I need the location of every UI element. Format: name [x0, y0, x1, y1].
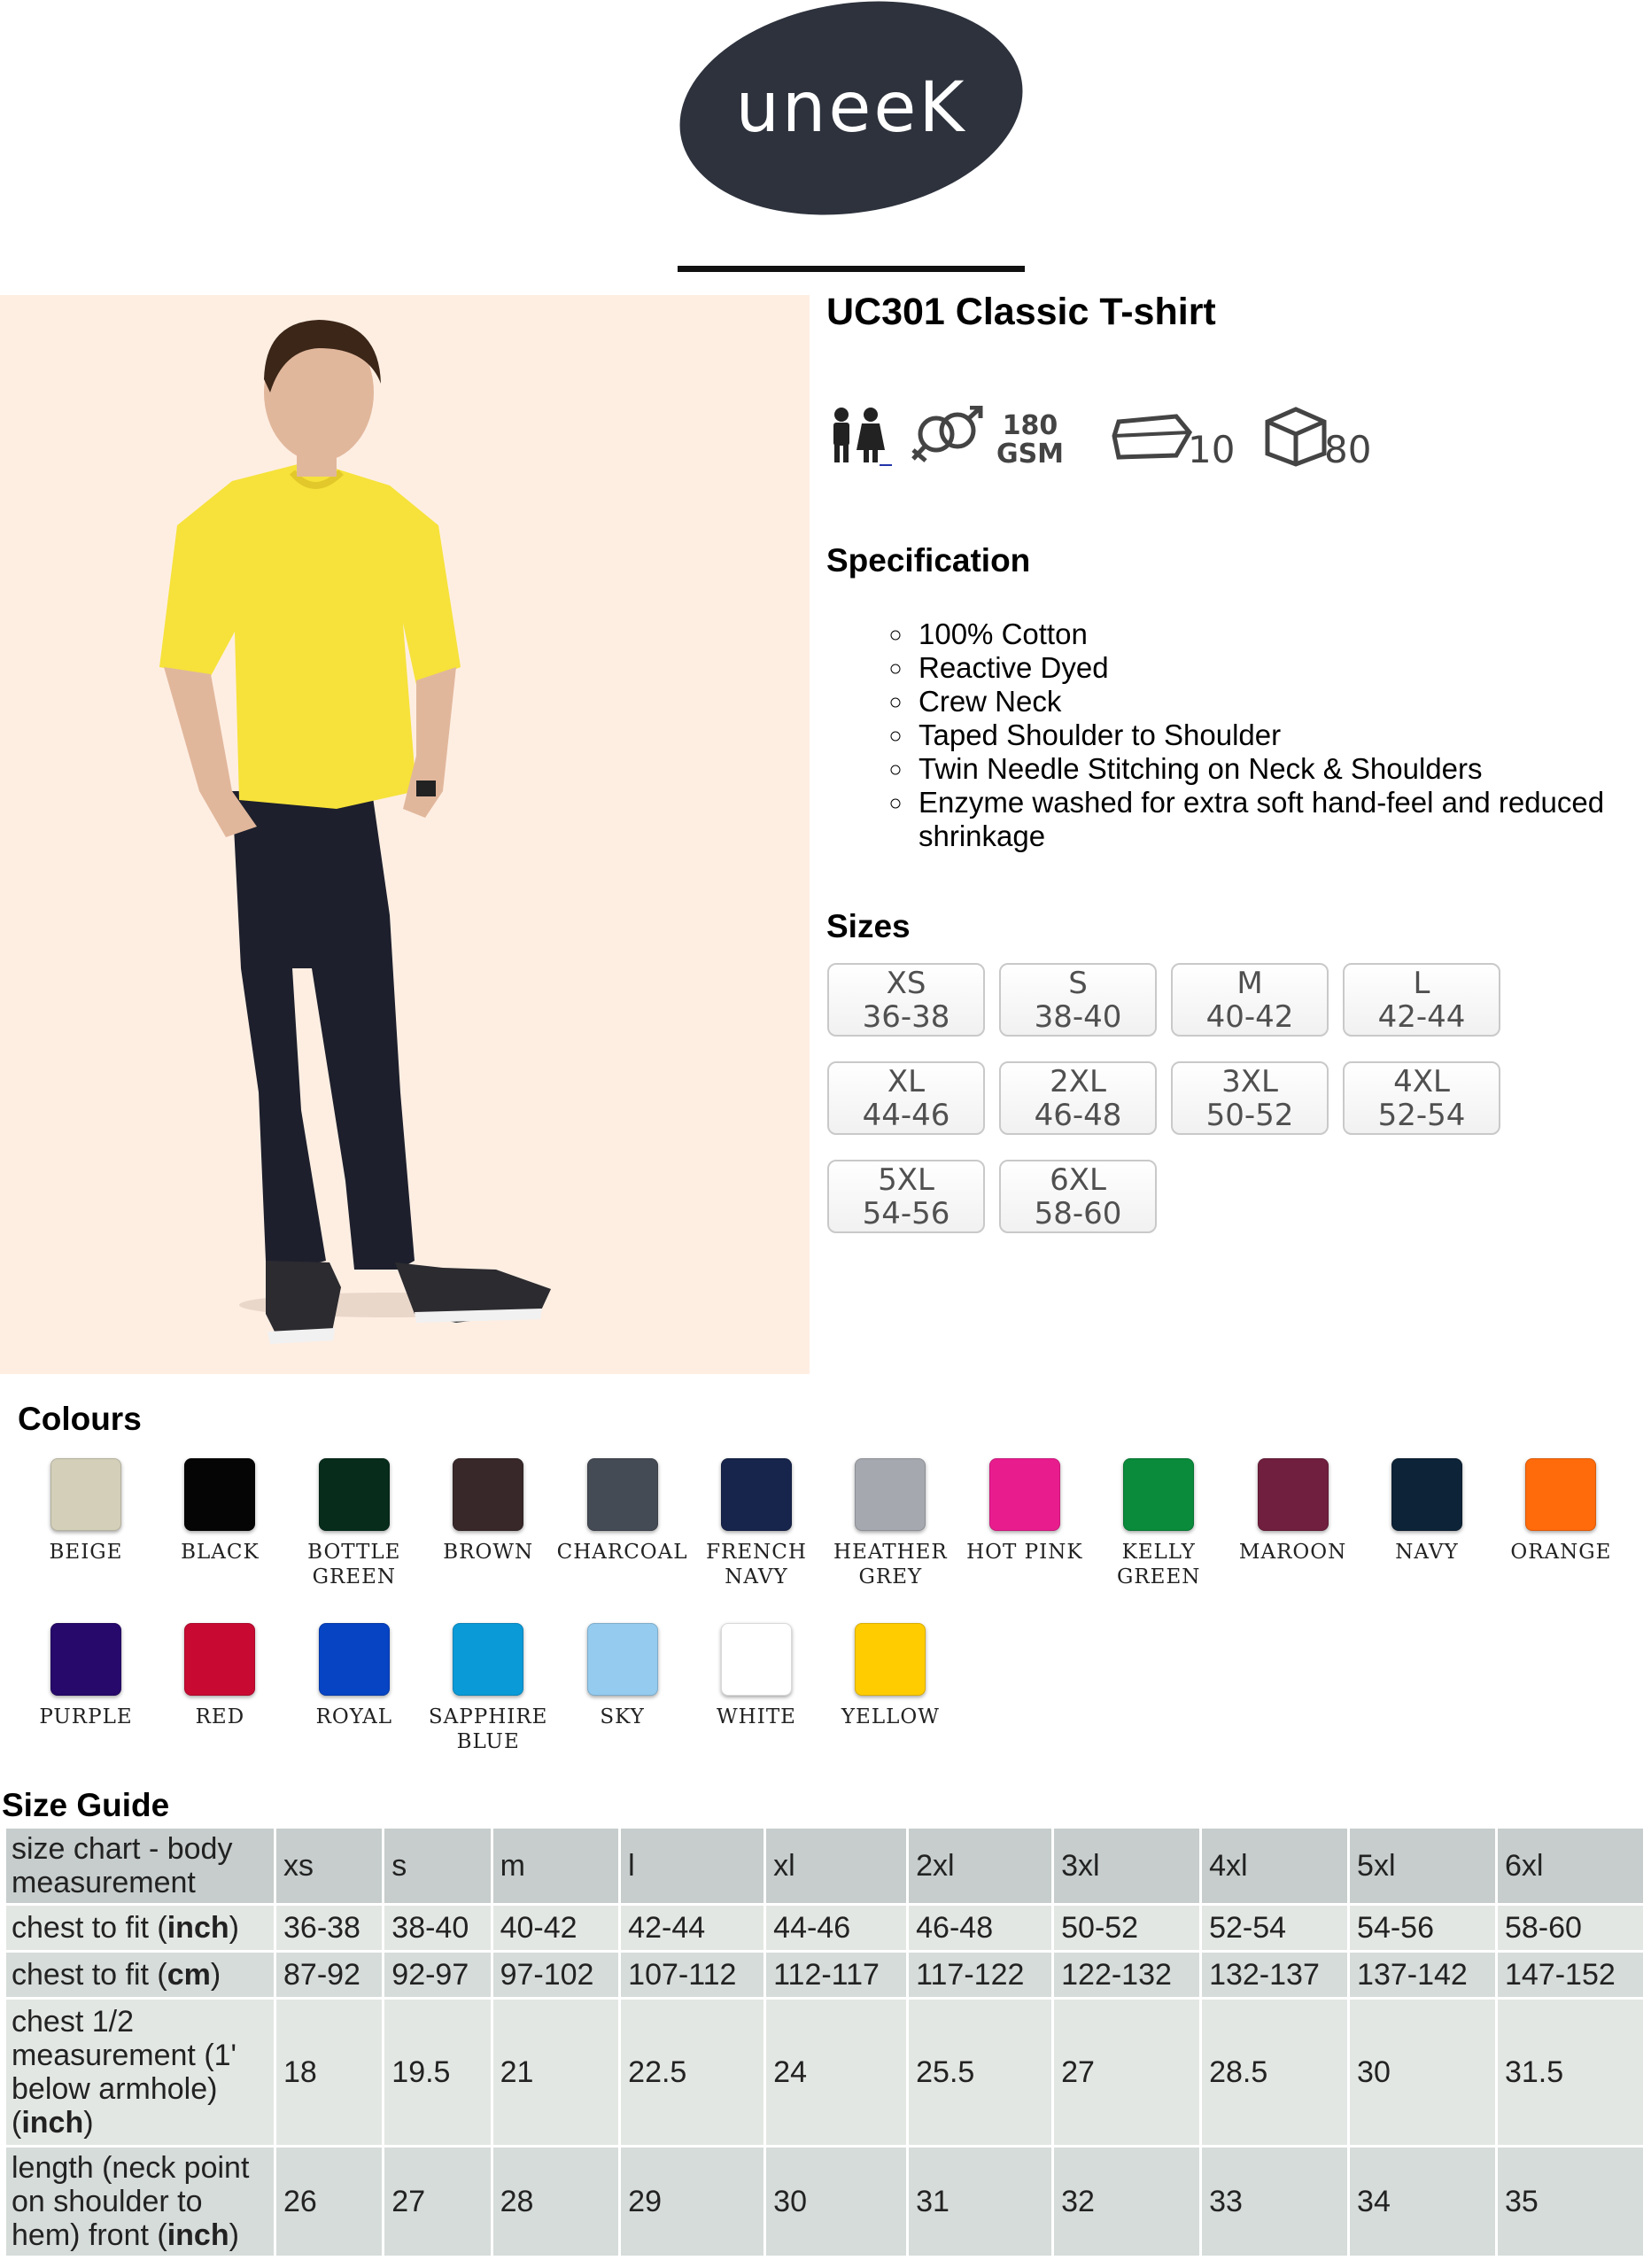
header-size: xs [276, 1829, 382, 1903]
row-label [6, 2148, 274, 2256]
row-label-text: length (neck point on shoulder to hem) front ( [12, 2151, 250, 2252]
swatch-label: RED [195, 1705, 245, 1728]
swatch-label: SKY [600, 1705, 645, 1728]
row-label-unit: inch [167, 1911, 229, 1945]
header-size: xl [766, 1829, 906, 1903]
size-label: M [1236, 966, 1263, 1001]
table-header-row [6, 1829, 1643, 1903]
table-cell: 52-54 [1202, 1906, 1347, 1950]
size-tile-4xl [1343, 1061, 1500, 1135]
table-cell: 32 [1054, 2148, 1199, 2256]
table-cell: 24 [766, 2000, 906, 2145]
table-row [6, 2000, 1643, 2145]
colour-swatch-black [153, 1458, 286, 1565]
spec-item: ◦ Twin Needle Stitching on Neck & Shoulders [915, 752, 1651, 786]
table-cell: 28.5 [1202, 2000, 1347, 2145]
spec-item: ◦ Reactive Dyed [915, 651, 1651, 685]
swatch-colour [855, 1623, 926, 1696]
table-cell: 33 [1202, 2148, 1347, 2256]
colour-swatch-sky [556, 1623, 689, 1729]
spec-item: ◦ Enzyme washed for extra soft hand-feel and reduced shrinkage [915, 786, 1651, 853]
pack-icon [1114, 416, 1235, 468]
spec-item: ◦ Taped Shoulder to Shoulder [915, 718, 1651, 752]
brand-logo [678, 0, 1025, 217]
size-tile-5xl [827, 1160, 985, 1233]
swatch-colour [989, 1458, 1060, 1531]
swatch-label: BOTTLE GREEN [307, 1541, 401, 1588]
logo-text: uneeK [735, 68, 967, 148]
colour-swatch-navy [1360, 1458, 1493, 1565]
table-cell: 31 [909, 2148, 1051, 2256]
size-label: 3XL [1221, 1064, 1278, 1099]
table-cell: 44-46 [766, 1906, 906, 1950]
size-label: 4XL [1393, 1064, 1450, 1099]
swatch-colour [50, 1458, 121, 1531]
swatch-colour [721, 1458, 792, 1531]
colour-swatch-heather-grey [824, 1458, 957, 1589]
swatch-label: KELLY GREEN [1116, 1541, 1201, 1588]
swatch-label: BEIGE [49, 1541, 123, 1564]
table-row [6, 1906, 1643, 1950]
size-label: 5XL [878, 1162, 934, 1198]
table-cell: 112-117 [766, 1953, 906, 1997]
table-cell: 25.5 [909, 2000, 1051, 2145]
size-label: XS [886, 966, 926, 1001]
swatch-colour [721, 1623, 792, 1696]
swatch-label: YELLOW [841, 1705, 940, 1728]
table-row [6, 1953, 1643, 1997]
size-range: 40-42 [1205, 999, 1294, 1035]
size-tile-xs [827, 963, 985, 1037]
colour-swatch-beige [19, 1458, 152, 1565]
product-title: UC301 Classic T-shirt [826, 291, 1216, 333]
table-cell: 132-137 [1202, 1953, 1347, 1997]
table-cell: 50-52 [1054, 1906, 1199, 1950]
spec-item: ◦ Crew Neck [915, 685, 1651, 718]
header-size: m [493, 1829, 619, 1903]
size-range: 58-60 [1034, 1196, 1122, 1231]
svg-text:GSM: GSM [996, 439, 1065, 468]
swatch-colour [184, 1458, 255, 1531]
row-label-suffix: ) [229, 1911, 239, 1945]
size-label: L [1413, 966, 1430, 1001]
size-range: 36-38 [862, 999, 950, 1035]
swatch-colour [319, 1458, 390, 1531]
colour-swatch-yellow [824, 1623, 957, 1729]
swatch-label: WHITE [717, 1705, 796, 1728]
svg-text:10: 10 [1188, 428, 1236, 468]
header-size: 3xl [1054, 1829, 1199, 1903]
header-label: size chart - body measurement [6, 1829, 274, 1903]
size-range: 42-44 [1377, 999, 1466, 1035]
table-cell: 27 [1054, 2000, 1199, 2145]
swatch-colour [587, 1623, 658, 1696]
swatch-colour [50, 1623, 121, 1696]
table-cell: 147-152 [1498, 1953, 1643, 1997]
swatch-label: BLACK [181, 1541, 260, 1564]
table-cell: 97-102 [493, 1953, 619, 1997]
size-range: 50-52 [1205, 1098, 1294, 1133]
row-label-unit: inch [21, 2106, 84, 2140]
svg-text:80: 80 [1324, 428, 1372, 468]
swatch-label: MAROON [1238, 1541, 1347, 1564]
table-cell: 29 [621, 2148, 763, 2256]
size-tile-3xl [1171, 1061, 1329, 1135]
size-label: 2XL [1050, 1064, 1106, 1099]
colours-heading: Colours [18, 1401, 142, 1437]
swatch-colour [1123, 1458, 1194, 1531]
size-label: S [1068, 966, 1088, 1001]
unisex-icon [913, 408, 981, 461]
colour-swatch-hot-pink [958, 1458, 1091, 1565]
swatch-colour [319, 1623, 390, 1696]
svg-text:180: 180 [1002, 410, 1058, 441]
table-cell: 122-132 [1054, 1953, 1199, 1997]
weight-icon [996, 410, 1064, 468]
header-size: 4xl [1202, 1829, 1347, 1903]
colour-swatch-charcoal [556, 1458, 689, 1565]
swatch-label: HEATHER GREY [833, 1541, 948, 1588]
row-label-suffix: ) [229, 2218, 239, 2252]
table-cell: 38-40 [384, 1906, 490, 1950]
table-cell: 34 [1350, 2148, 1495, 2256]
table-cell: 107-112 [621, 1953, 763, 1997]
size-range: 46-48 [1034, 1098, 1122, 1133]
swatch-label: CHARCOAL [556, 1541, 688, 1564]
table-cell: 87-92 [276, 1953, 382, 1997]
swatch-colour [855, 1458, 926, 1531]
size-range: 52-54 [1377, 1098, 1466, 1133]
kids-icon [833, 408, 892, 466]
row-label-unit: cm [167, 1958, 211, 1992]
colour-swatch-french-navy [690, 1458, 823, 1589]
size-tile-l [1343, 963, 1500, 1037]
row-label-text: chest 1/2 measurement (1' below armhole) ( [12, 2005, 237, 2140]
table-cell: 137-142 [1350, 1953, 1495, 1997]
row-label-suffix: ) [83, 2106, 94, 2140]
swatch-colour [1525, 1458, 1596, 1531]
swatch-label: ORANGE [1510, 1541, 1612, 1564]
header-size: l [621, 1829, 763, 1903]
table-row [6, 2148, 1643, 2256]
row-label-suffix: ) [210, 1958, 221, 1992]
table-cell: 19.5 [384, 2000, 490, 2145]
row-label [6, 2000, 274, 2145]
size-range: 44-46 [862, 1098, 950, 1133]
row-label [6, 1953, 274, 1997]
size-range: 54-56 [862, 1196, 950, 1231]
table-cell: 42-44 [621, 1906, 763, 1950]
carton-icon [1267, 409, 1371, 468]
row-label-text: chest to fit ( [12, 1911, 167, 1945]
table-cell: 22.5 [621, 2000, 763, 2145]
row-label [6, 1906, 274, 1950]
table-cell: 36-38 [276, 1906, 382, 1950]
colour-swatch-kelly-green [1092, 1458, 1225, 1589]
table-cell: 46-48 [909, 1906, 1051, 1950]
logo-underline [678, 266, 1025, 272]
colour-swatch-maroon [1227, 1458, 1360, 1565]
colour-swatch-red [153, 1623, 286, 1729]
row-label-text: chest to fit ( [12, 1958, 167, 1992]
table-cell: 30 [766, 2148, 906, 2256]
colour-swatch-royal [288, 1623, 421, 1729]
size-tile-m [1171, 963, 1329, 1037]
table-cell: 27 [384, 2148, 490, 2256]
table-cell: 58-60 [1498, 1906, 1643, 1950]
swatch-label: SAPPHIRE BLUE [428, 1705, 548, 1753]
table-cell: 18 [276, 2000, 382, 2145]
size-label: XL [887, 1064, 926, 1099]
colour-swatch-orange [1494, 1458, 1627, 1565]
sizes-heading: Sizes [826, 908, 911, 944]
size-tile-s [999, 963, 1157, 1037]
colour-swatch-white [690, 1623, 823, 1729]
size-tile-xl [827, 1061, 985, 1135]
swatch-label: HOT PINK [966, 1541, 1083, 1564]
swatch-colour [1391, 1458, 1462, 1531]
swatch-label: PURPLE [39, 1705, 133, 1728]
size-guide-table [4, 1826, 1646, 2258]
swatch-label: FRENCH NAVY [706, 1541, 807, 1588]
size-range: 38-40 [1034, 999, 1122, 1035]
table-cell: 54-56 [1350, 1906, 1495, 1950]
table-cell: 21 [493, 2000, 619, 2145]
swatch-colour [587, 1458, 658, 1531]
swatch-label: BROWN [443, 1541, 534, 1564]
table-cell: 117-122 [909, 1953, 1051, 1997]
table-cell: 92-97 [384, 1953, 490, 1997]
row-label-unit: inch [167, 2218, 229, 2252]
header-size: 5xl [1350, 1829, 1495, 1903]
product-photo [0, 295, 810, 1374]
table-cell: 28 [493, 2148, 619, 2256]
size-tile-2xl [999, 1061, 1157, 1135]
swatch-colour [453, 1623, 523, 1696]
table-cell: 31.5 [1498, 2000, 1643, 2145]
swatch-colour [453, 1458, 523, 1531]
colour-swatch-sapphire-blue [422, 1623, 554, 1754]
colour-swatch-brown [422, 1458, 554, 1565]
specification-list [880, 617, 1651, 853]
swatch-label: NAVY [1395, 1541, 1459, 1564]
swatch-colour [1258, 1458, 1329, 1531]
colour-swatch-bottle-green [288, 1458, 421, 1589]
swatch-colour [184, 1623, 255, 1696]
header-size: s [384, 1829, 490, 1903]
specification-heading: Specification [826, 542, 1031, 579]
table-cell: 26 [276, 2148, 382, 2256]
size-guide-heading: Size Guide [2, 1787, 170, 1823]
table-cell: 30 [1350, 2000, 1495, 2145]
table-cell: 40-42 [493, 1906, 619, 1950]
size-label: 6XL [1050, 1162, 1106, 1198]
header-size: 6xl [1498, 1829, 1643, 1903]
swatch-label: ROYAL [315, 1705, 393, 1728]
colour-swatch-purple [19, 1623, 152, 1729]
feature-icons [826, 406, 1376, 468]
spec-item: ◦ 100% Cotton [915, 617, 1651, 651]
size-tile-6xl [999, 1160, 1157, 1233]
table-cell: 35 [1498, 2148, 1643, 2256]
header-size: 2xl [909, 1829, 1051, 1903]
